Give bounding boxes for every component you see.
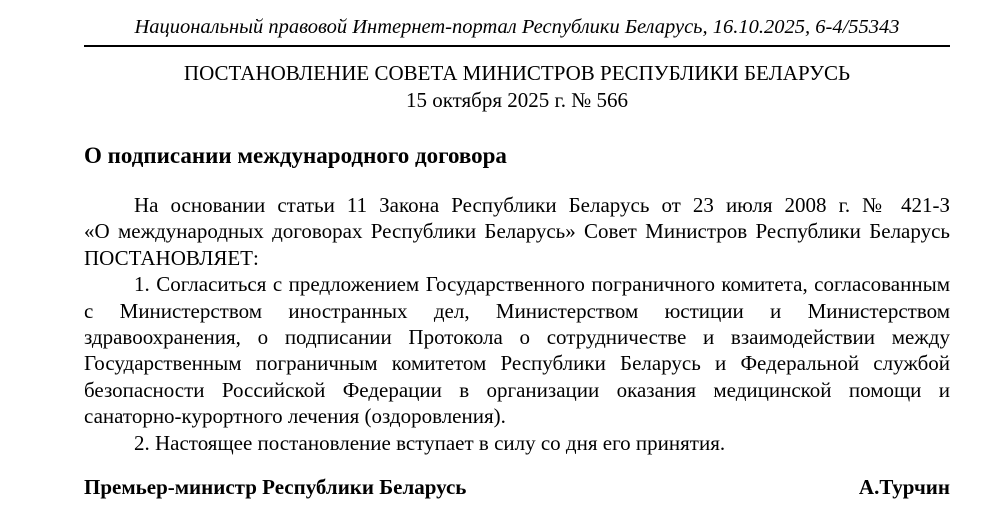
document-subject-heading: О подписании международного договора bbox=[84, 143, 507, 168]
paragraph-item-1: 1. Согласиться с предложением Государственного пограничного комитета, согласованным с Министерством иностранных дел, Министерством юстиции и Министерством здравоохранения, о подписании Протокола о сотрудничестве и взаимодействии между Государственным пограничным комитетом Республики Беларусь и Федеральной службой безопасности Российской Федерации в организации оказания медицинской помощи и санаторно-курортного лечения (оздоровления). bbox=[84, 272, 950, 429]
signature-post: Премьер-министр Республики Беларусь bbox=[84, 475, 467, 500]
document-body bbox=[84, 192, 950, 456]
document-title: ПОСТАНОВЛЕНИЕ СОВЕТА МИНИСТРОВ РЕСПУБЛИКИ БЕЛАРУСЬ bbox=[183, 61, 851, 85]
paragraph-preamble: На основании статьи 11 Закона Республики Беларусь от 23 июля 2008 г. № 421-З «О международных договорах Республики Беларусь» Совет Министров Республики Беларусь ПОСТАНОВЛЯЕТ: bbox=[84, 193, 950, 270]
document-date-number: 15 октября 2025 г. № 566 bbox=[405, 88, 629, 112]
paragraph-item-2: 2. Настоящее постановление вступает в силу со дня его принятия. bbox=[134, 430, 726, 455]
signature-row bbox=[84, 474, 950, 501]
document-title-block bbox=[84, 60, 950, 114]
signature-name: А.Турчин bbox=[858, 475, 950, 500]
portal-header: Национальный правовой Интернет-портал Республики Беларусь, 16.10.2025, 6-4/55343 bbox=[84, 14, 950, 47]
